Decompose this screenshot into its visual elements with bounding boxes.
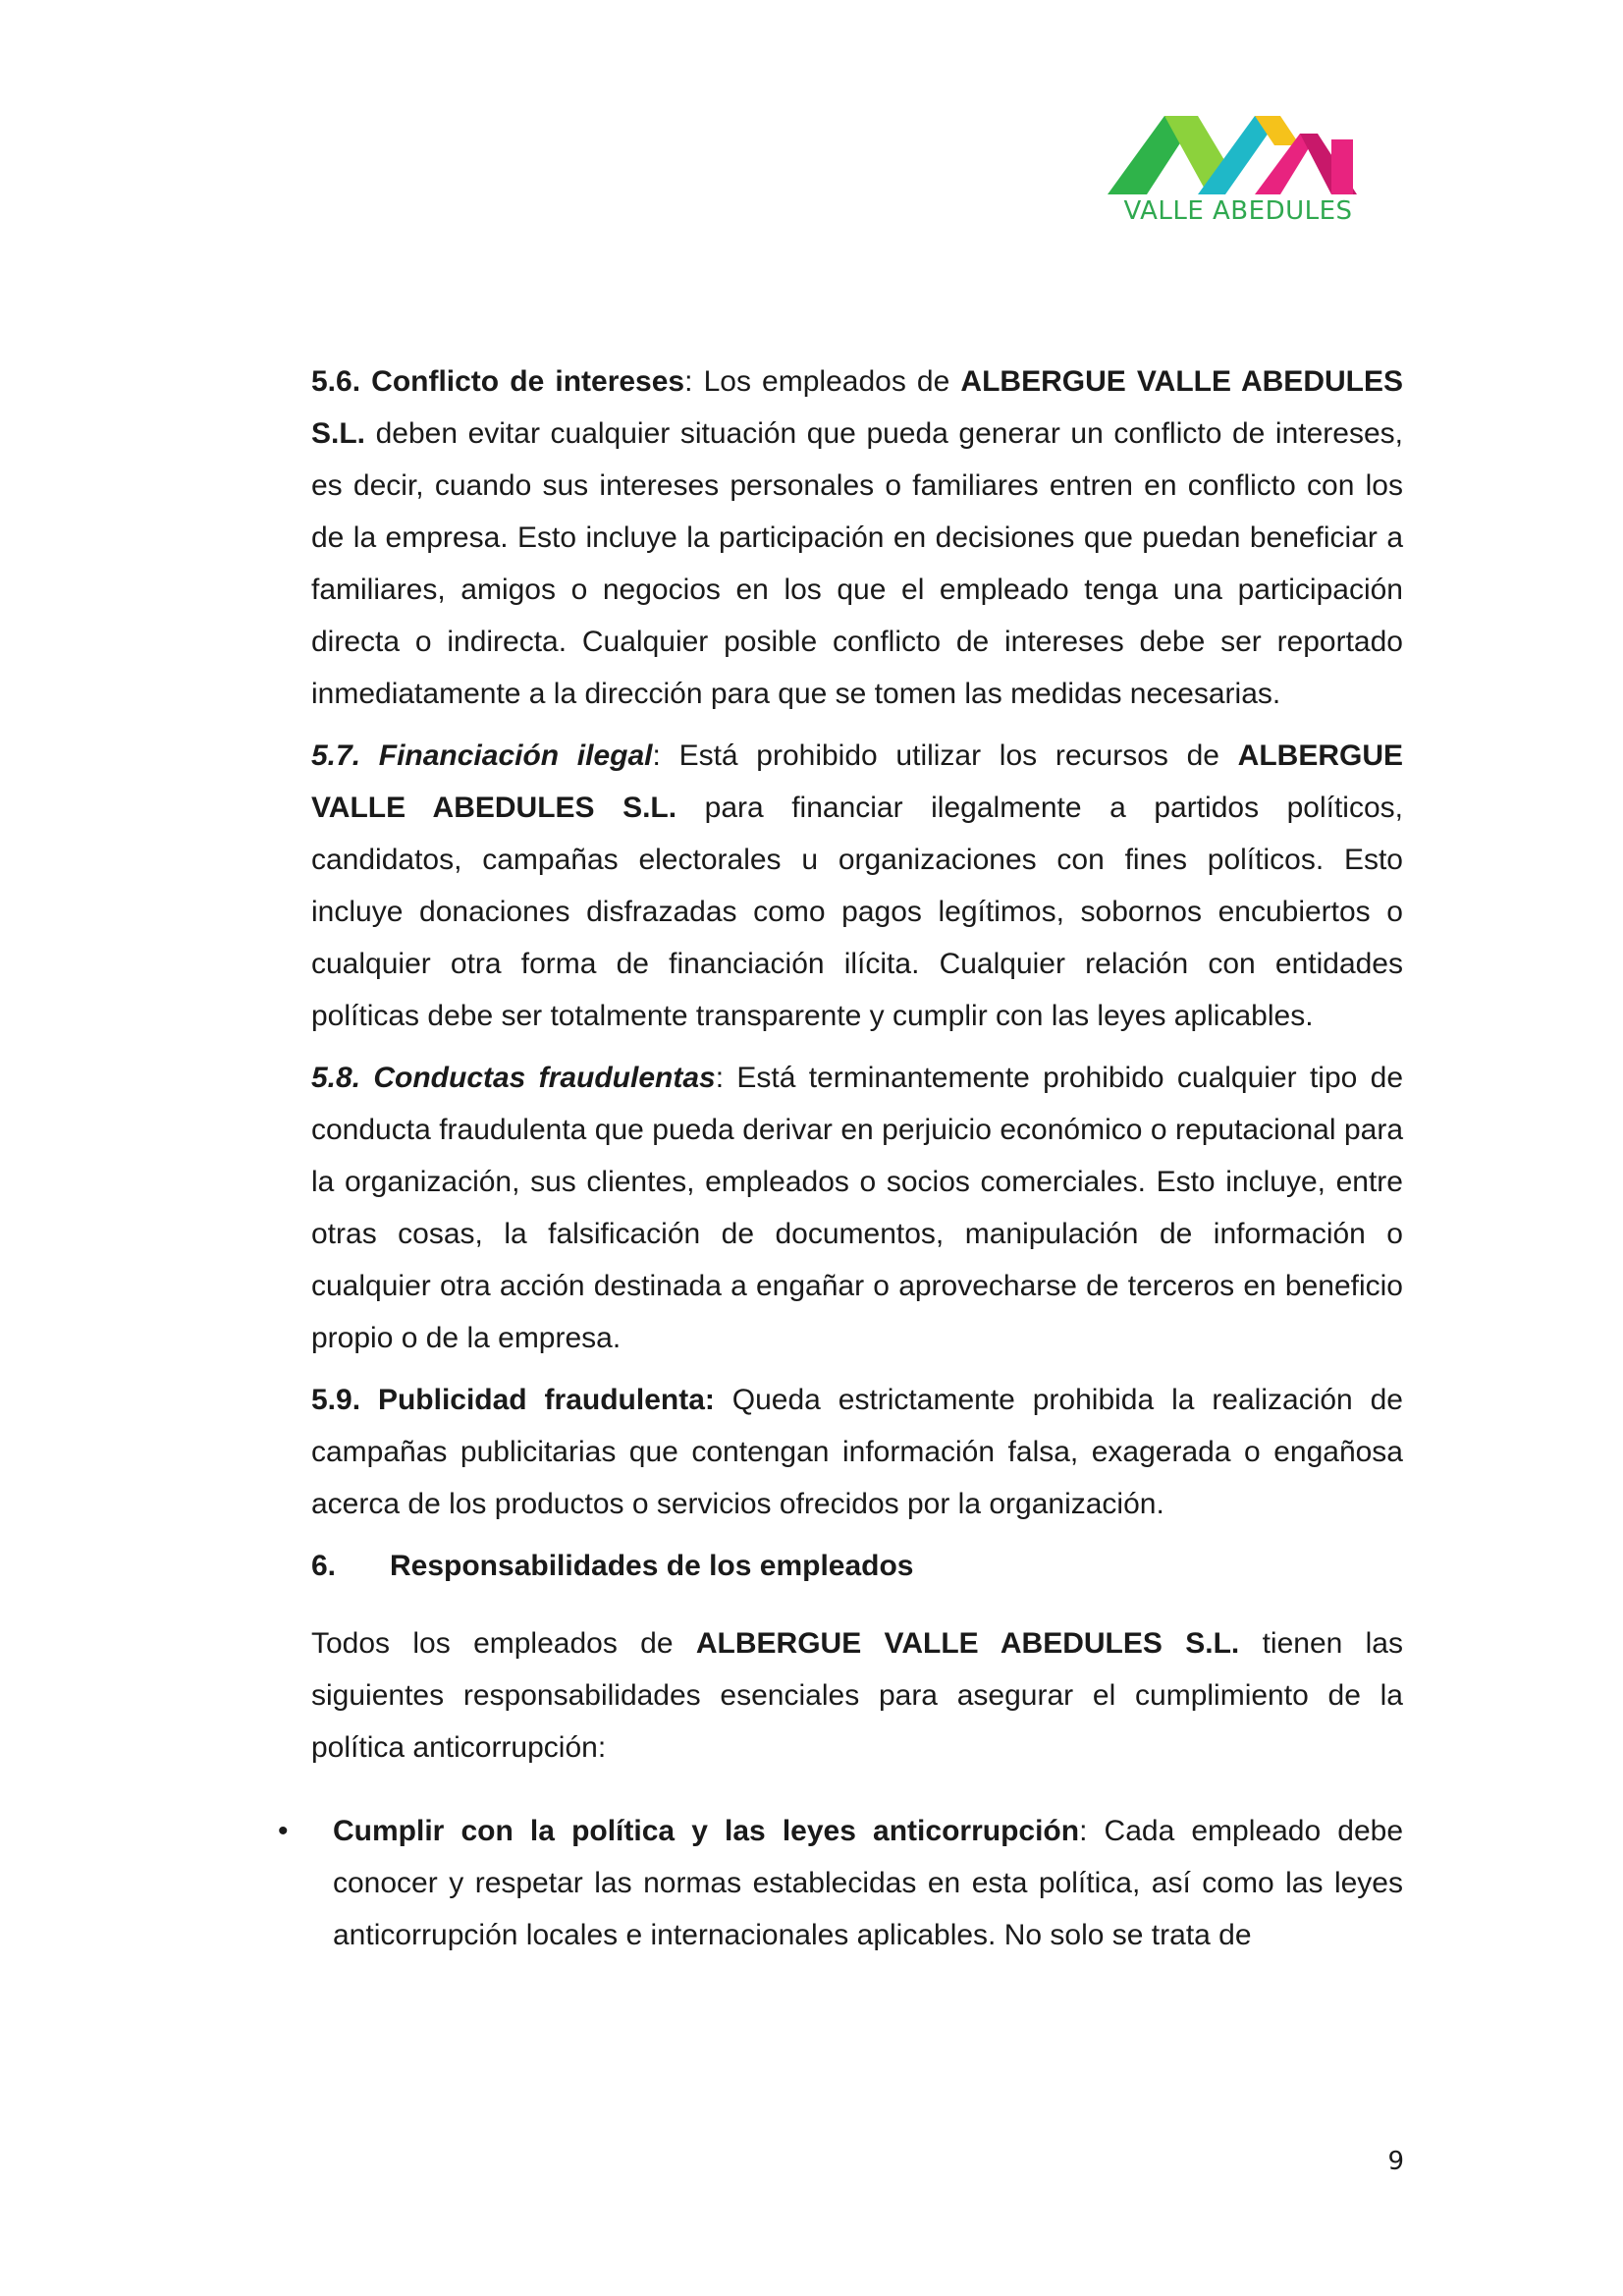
section-6-heading	[311, 1540, 1403, 1592]
company-name: ALBERGUE VALLE ABEDULES S.L.	[311, 739, 1404, 824]
page-number: 9	[1387, 2147, 1404, 2176]
responsibilities-list	[278, 1805, 1404, 1961]
section-5-7: 5.7. Financiación ilegal: Está prohibido utilizar los recursos de ALBERGUE VALLE ABEDULES S.L. para financiar ilegalmente a partidos políticos, candidatos, campañas electorales u organizaciones con fines políticos. Esto incluye donaciones disfrazadas como pagos legítimos, sobornos encubiertos o cualquier otra forma de financiación ilícita. Cualquier relación con entidades políticas debe ser totalmente transparente y cumplir con las leyes aplicables.	[311, 739, 1404, 1032]
section-5-8-title: 5.8. Conductas fraudulentas	[311, 1062, 716, 1094]
section-5-6-title: 5.6. Conflicto de intereses	[311, 365, 685, 398]
company-name: ALBERGUE VALLE ABEDULES S.L.	[311, 365, 1403, 450]
section-6-number: 6.	[311, 1550, 337, 1582]
section-5-6: 5.6. Conflicto de intereses: Los empleados de ALBERGUE VALLE ABEDULES S.L. deben evitar cualquier situación que pueda generar un conflicto de intereses, es decir, cuando sus intereses personales o familiares entren en conflicto con los de la empresa. Esto incluye la participación en decisiones que puedan beneficiar a familiares, amigos o negocios en los que el empleado tenga una participación directa o indirecta. Cualquier posible conflicto de intereses debe ser reportado inmediatamente a la dirección para que se tomen las medidas necesarias.	[311, 365, 1403, 710]
list-item-title: Cumplir con la política y las leyes anticorrupción	[333, 1815, 1080, 1847]
logo-text: VALLE ABEDULES	[1123, 196, 1353, 226]
company-logo	[1108, 106, 1369, 232]
section-6-intro: Todos los empleados de ALBERGUE VALLE ABEDULES S.L. tienen las siguientes responsabilidades esenciales para asegurar el cumplimiento de la política anticorrupción:	[311, 1627, 1403, 1764]
document-body	[278, 355, 1404, 1961]
company-name: ALBERGUE VALLE ABEDULES S.L.	[695, 1627, 1240, 1660]
section-5-9-title: 5.9. Publicidad fraudulenta:	[311, 1384, 715, 1416]
bullet-icon: •	[278, 1815, 289, 1847]
section-5-8: 5.8. Conductas fraudulentas: Está terminantemente prohibido cualquier tipo de conducta fraudulenta que pueda derivar en perjuicio económico o reputacional para la organización, sus clientes, empleados o socios comerciales. Esto incluye, entre otras cosas, la falsificación de documentos, manipulación de información o cualquier otra acción destinada a engañar o aprovecharse de terceros en beneficio propio o de la empresa.	[311, 1062, 1404, 1354]
logo-mountains-icon	[1108, 106, 1369, 200]
section-6-title: Responsabilidades de los empleados	[390, 1550, 914, 1582]
section-5-7-title: 5.7. Financiación ilegal	[311, 739, 653, 772]
list-item: • Cumplir con la política y las leyes anticorrupción: Cada empleado debe conocer y respetar las normas establecidas en esta política, así como las leyes anticorrupción locales e internacionales aplicables. No solo se trata de	[311, 1805, 1403, 1961]
section-5-9: 5.9. Publicidad fraudulenta: Queda estrictamente prohibida la realización de campañas publicitarias que contengan información falsa, exagerada o engañosa acerca de los productos o servicios ofrecidos por la organización.	[311, 1384, 1403, 1520]
